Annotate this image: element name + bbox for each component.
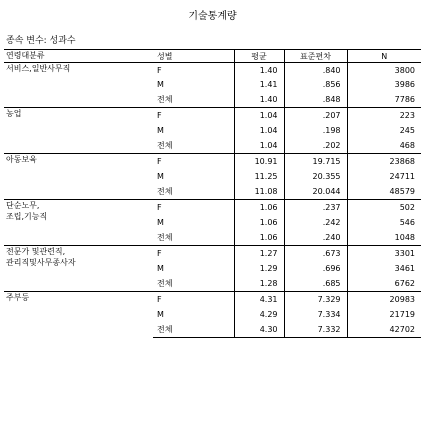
mean-cell: 1.04 [234, 138, 284, 154]
n-cell: 24711 [347, 169, 421, 184]
sd-cell: .207 [284, 108, 347, 124]
mean-cell: 11.08 [234, 184, 284, 200]
sd-cell: .848 [284, 92, 347, 108]
category-label: 주부등 [6, 293, 30, 302]
mean-cell: 1.41 [234, 77, 284, 92]
sd-cell: .685 [284, 276, 347, 292]
mean-cell: 1.06 [234, 215, 284, 230]
gender-cell: 전체 [153, 322, 234, 338]
n-cell: 546 [347, 215, 421, 230]
column-header-category: 연령대분류 [4, 50, 153, 63]
sd-cell: .673 [284, 246, 347, 262]
mean-cell: 1.04 [234, 123, 284, 138]
mean-cell: 1.28 [234, 276, 284, 292]
sd-cell: .242 [284, 215, 347, 230]
gender-cell: F [153, 108, 234, 124]
category-cell [4, 63, 153, 108]
sd-cell: 7.329 [284, 292, 347, 308]
gender-cell: 전체 [157, 233, 173, 242]
category-label: 관리직및사무종사자 [6, 258, 76, 267]
column-header-sd: 표준편차 [284, 50, 347, 63]
gender-cell: M [157, 310, 164, 319]
mean-cell: 4.31 [234, 292, 284, 308]
mean-cell: 10.91 [234, 154, 284, 170]
sd-cell: .240 [284, 230, 347, 246]
mean-cell: 4.30 [234, 322, 284, 338]
gender-cell: F [153, 154, 234, 170]
sd-cell: 7.334 [284, 307, 347, 322]
table-row [4, 63, 421, 78]
n-cell: 3986 [347, 77, 421, 92]
sd-cell: .202 [284, 138, 347, 154]
table-body [4, 63, 421, 338]
gender-cell: 전체 [157, 95, 173, 104]
table-row [4, 154, 421, 170]
gender-cell: M [157, 172, 164, 181]
n-cell: 21719 [347, 307, 421, 322]
n-cell: 6762 [347, 276, 421, 292]
category-label: 서비스,일반사무직 [6, 64, 71, 73]
gender-cell: 전체 [157, 187, 173, 196]
mean-cell: 4.29 [234, 307, 284, 322]
n-cell: 3301 [347, 246, 421, 262]
category-label: 아동보육 [6, 155, 37, 164]
mean-cell: 1.40 [234, 63, 284, 78]
sd-cell: .696 [284, 261, 347, 276]
n-cell: 23868 [347, 154, 421, 170]
column-header-mean: 평균 [234, 50, 284, 63]
sd-cell: 7.332 [284, 322, 347, 338]
column-header-n: N [347, 50, 421, 63]
gender-cell: 전체 [157, 279, 173, 288]
descriptive-statistics-table [4, 49, 421, 338]
gender-cell: F [153, 200, 234, 216]
n-cell: 468 [347, 138, 421, 154]
category-label: 전문가 및관련직, [6, 247, 66, 256]
mean-cell: 1.04 [234, 108, 284, 124]
n-cell: 3461 [347, 261, 421, 276]
sd-cell: 20.355 [284, 169, 347, 184]
table-row [4, 108, 421, 124]
n-cell: 502 [347, 200, 421, 216]
sd-cell: .856 [284, 77, 347, 92]
mean-cell: 1.40 [234, 92, 284, 108]
category-label: 농업 [6, 109, 22, 118]
category-cell [4, 108, 153, 154]
gender-cell: M [157, 218, 164, 227]
n-cell: 3800 [347, 63, 421, 78]
category-label: 단순노무, [6, 201, 40, 210]
gender-cell: F [153, 246, 234, 262]
gender-cell: M [157, 80, 164, 89]
sd-cell: .198 [284, 123, 347, 138]
sd-cell: .840 [284, 63, 347, 78]
sd-cell: .237 [284, 200, 347, 216]
n-cell: 20983 [347, 292, 421, 308]
sd-cell: 19.715 [284, 154, 347, 170]
n-cell: 245 [347, 123, 421, 138]
category-cell [4, 154, 153, 200]
n-cell: 7786 [347, 92, 421, 108]
table-title: 기술통계량 [188, 11, 237, 22]
column-header-gender: 성별 [153, 50, 234, 63]
n-cell: 223 [347, 108, 421, 124]
category-cell [4, 246, 153, 292]
gender-cell: M [157, 264, 164, 273]
dependent-variable-label: 종속 변수: 성과수 [6, 36, 76, 46]
n-cell: 1048 [347, 230, 421, 246]
mean-cell: 1.06 [234, 200, 284, 216]
header-row [4, 50, 421, 63]
gender-cell: 전체 [157, 141, 173, 150]
gender-cell: F [153, 63, 234, 78]
mean-cell: 1.29 [234, 261, 284, 276]
table-row [4, 246, 421, 262]
mean-cell: 1.06 [234, 230, 284, 246]
mean-cell: 11.25 [234, 169, 284, 184]
category-label: 조립,기능직 [6, 212, 48, 221]
table-row [4, 200, 421, 216]
table-row [4, 292, 421, 308]
gender-cell: F [153, 292, 234, 308]
sd-cell: 20.044 [284, 184, 347, 200]
n-cell: 42702 [347, 322, 421, 338]
gender-cell: M [157, 126, 164, 135]
n-cell: 48579 [347, 184, 421, 200]
category-cell [4, 292, 153, 338]
mean-cell: 1.27 [234, 246, 284, 262]
category-cell [4, 200, 153, 246]
